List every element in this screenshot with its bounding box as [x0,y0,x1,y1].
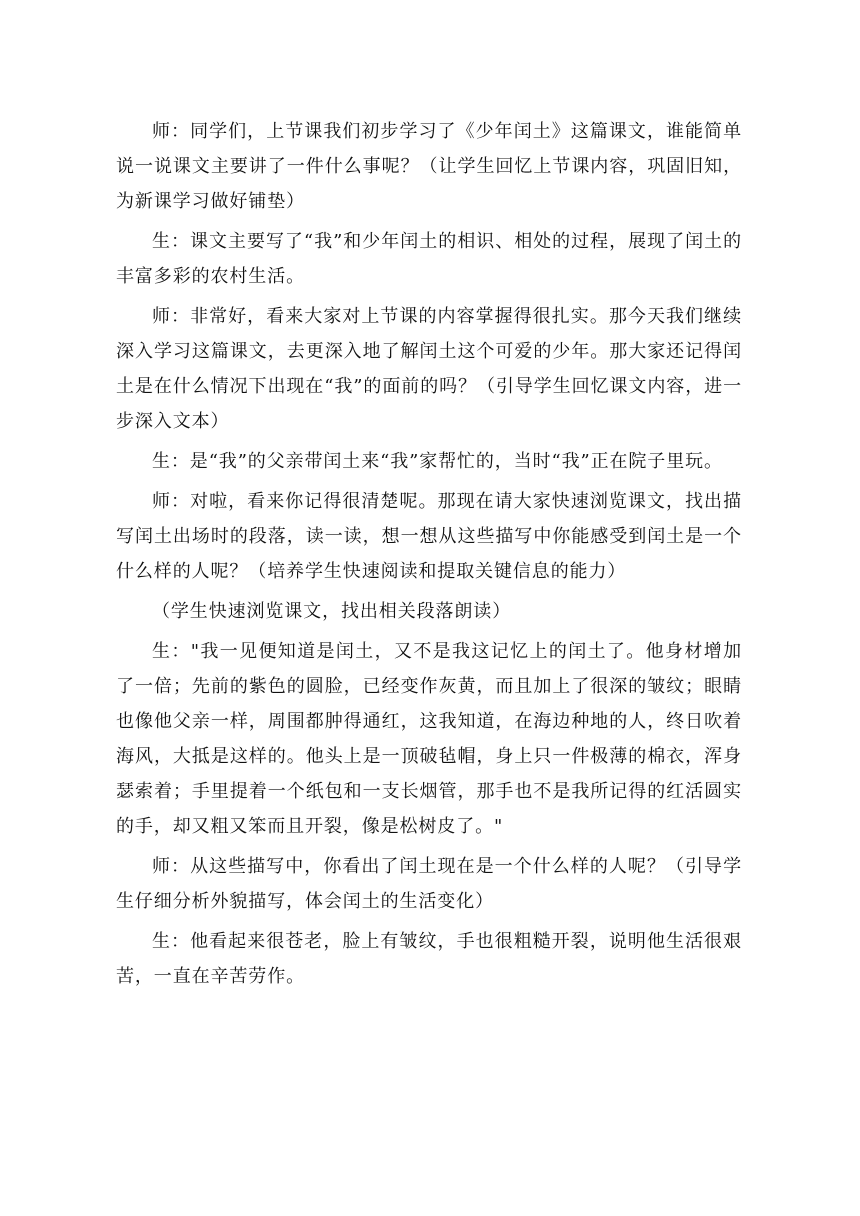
paragraph-teacher-intro: 师：同学们，上节课我们初步学习了《少年闰土》这篇课文，谁能简单说一说课文主要讲了一件什么事呢？（让学生回忆上节课内容，巩固旧知，为新课学习做好铺垫） [116,121,742,212]
paragraph-student-answer: 生：是“我”的父亲带闰土来“我”家帮忙的，当时“我”正在院子里玩。 [152,451,723,472]
paragraph-class-activity: （学生快速浏览课文，找出相关段落朗读） [152,601,512,622]
paragraph-student-reading: 生："我一见便知道是闰土，又不是我这记忆上的闰土了。他身材增加了一倍；先前的紫色的圆脸，已经变作灰黄，而且加上了很深的皱纹；眼睛也像他父亲一样，周围都肿得通红，这我知道，在海边种地的人，终日吹着海风，大抵是这样的。他头上是一顶破毡帽，身上只一件极薄的棉衣，浑身瑟索着；手里提着一个纸包和一支长烟管，那手也不是我所记得的红活圆实的手，却又粗又笨而且开裂，像是松树皮了。" [116,641,742,837]
paragraph-student-summary: 生：课文主要写了“我”和少年闰土的相识、相处的过程，展现了闰土的丰富多彩的农村生活。 [116,231,742,287]
paragraph-teacher-question: 师：非常好，看来大家对上节课的内容掌握得很扎实。那今天我们继续深入学习这篇课文，去更深入地了解闰土这个可爱的少年。那大家还记得闰土是在什么情况下出现在“我”的面前的吗？（引导学生回忆课文内容，进一步深入文本） [116,306,742,432]
paragraph-teacher-followup: 师：从这些描写中，你看出了闰土现在是一个什么样的人呢？（引导学生仔细分析外貌描写，体会闰土的生活变化） [116,856,742,912]
paragraph-teacher-instruction: 师：对啦，看来你记得很清楚呢。那现在请大家快速浏览课文，找出描写闰土出场时的段落，读一读，想一想从这些描写中你能感受到闰土是一个什么样的人呢？（培养学生快速阅读和提取关键信息的能力） [116,491,742,582]
document-page [116,114,742,999]
paragraph-student-conclusion: 生：他看起来很苍老，脸上有皱纹，手也很粗糙开裂，说明他生活很艰苦，一直在辛苦劳作。 [116,931,742,987]
